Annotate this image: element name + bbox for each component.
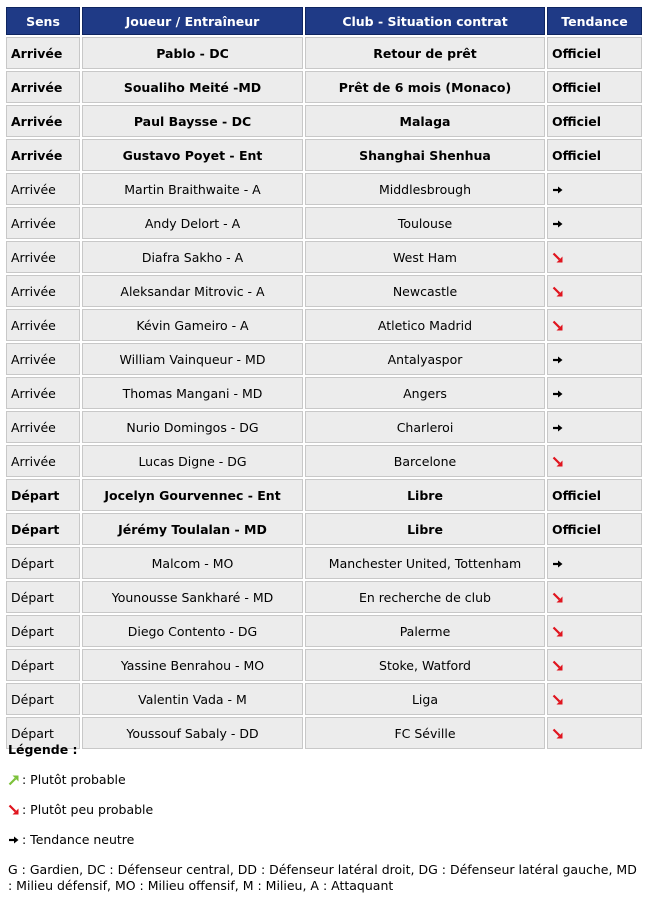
cell-trend: [547, 343, 642, 375]
table-row: [6, 377, 642, 409]
cell-sens: Arrivée: [6, 37, 80, 69]
cell-player: Malcom - MO: [82, 547, 303, 579]
table-row: [6, 445, 642, 477]
cell-trend: [547, 581, 642, 613]
cell-trend: [547, 377, 642, 409]
cell-sens: Départ: [6, 513, 80, 545]
cell-trend: [547, 241, 642, 273]
table-row: [6, 241, 642, 273]
cell-player: Diego Contento - DG: [82, 615, 303, 647]
cell-player: Jérémy Toulalan - MD: [82, 513, 303, 545]
cell-trend: [547, 683, 642, 715]
unlikely-arrow-icon: [552, 694, 564, 706]
cell-club: Palerme: [305, 615, 545, 647]
cell-sens: Départ: [6, 615, 80, 647]
cell-club: FC Séville: [305, 717, 545, 749]
table-row: [6, 717, 642, 749]
cell-player: Martin Braithwaite - A: [82, 173, 303, 205]
cell-sens: Départ: [6, 683, 80, 715]
cell-trend: [547, 615, 642, 647]
cell-sens: Départ: [6, 649, 80, 681]
cell-player: Andy Delort - A: [82, 207, 303, 239]
cell-sens: Arrivée: [6, 139, 80, 171]
cell-club: Libre: [305, 513, 545, 545]
cell-trend: Officiel: [547, 71, 642, 103]
neutral-arrow-icon: [552, 184, 564, 196]
unlikely-arrow-icon: [552, 626, 564, 638]
table-row: [6, 547, 642, 579]
cell-player: Diafra Sakho - A: [82, 241, 303, 273]
cell-sens: Départ: [6, 717, 80, 749]
cell-player: William Vainqueur - MD: [82, 343, 303, 375]
cell-player: Nurio Domingos - DG: [82, 411, 303, 443]
cell-trend: [547, 717, 642, 749]
cell-player: Paul Baysse - DC: [82, 105, 303, 137]
legend-item: [8, 832, 134, 847]
table-row: [6, 581, 642, 613]
neutral-arrow-icon: [552, 388, 564, 400]
cell-club: Charleroi: [305, 411, 545, 443]
header-trend: Tendance: [547, 7, 642, 35]
legend-item: [8, 802, 153, 817]
cell-sens: Arrivée: [6, 71, 80, 103]
header-club: Club - Situation contrat: [305, 7, 545, 35]
cell-club: Manchester United, Tottenham: [305, 547, 545, 579]
neutral-arrow-icon: [552, 218, 564, 230]
cell-trend: Officiel: [547, 513, 642, 545]
cell-player: Soualiho Meité -MD: [82, 71, 303, 103]
cell-club: Liga: [305, 683, 545, 715]
cell-club: Prêt de 6 mois (Monaco): [305, 71, 545, 103]
cell-sens: Départ: [6, 547, 80, 579]
cell-sens: Arrivée: [6, 411, 80, 443]
unlikely-arrow-icon: [552, 728, 564, 740]
cell-club: Shanghai Shenhua: [305, 139, 545, 171]
cell-club: Libre: [305, 479, 545, 511]
unlikely-arrow-icon: [552, 286, 564, 298]
cell-trend: [547, 411, 642, 443]
legend-item: [8, 772, 126, 787]
cell-sens: Départ: [6, 581, 80, 613]
cell-club: Malaga: [305, 105, 545, 137]
cell-trend: Officiel: [547, 139, 642, 171]
likely-arrow-icon: [8, 774, 20, 786]
cell-club: Retour de prêt: [305, 37, 545, 69]
table-row: [6, 105, 642, 137]
neutral-arrow-icon: [552, 422, 564, 434]
cell-sens: Arrivée: [6, 207, 80, 239]
cell-trend: [547, 309, 642, 341]
cell-club: Barcelone: [305, 445, 545, 477]
cell-sens: Arrivée: [6, 105, 80, 137]
table-row: [6, 513, 642, 545]
header-player: Joueur / Entraîneur: [82, 7, 303, 35]
table-row: [6, 71, 642, 103]
cell-club: Antalyaspor: [305, 343, 545, 375]
table-row: [6, 275, 642, 307]
cell-sens: Arrivée: [6, 241, 80, 273]
cell-trend: [547, 445, 642, 477]
legend-label: : Tendance neutre: [22, 832, 135, 847]
table-row: [6, 139, 642, 171]
cell-player: Gustavo Poyet - Ent: [82, 139, 303, 171]
cell-player: Valentin Vada - M: [82, 683, 303, 715]
header-sens: Sens: [6, 7, 80, 35]
neutral-arrow-icon: [552, 354, 564, 366]
table-header-row: [6, 7, 642, 35]
table-row: [6, 309, 642, 341]
cell-club: Angers: [305, 377, 545, 409]
cell-player: Yassine Benrahou - MO: [82, 649, 303, 681]
cell-club: Toulouse: [305, 207, 545, 239]
table-row: [6, 649, 642, 681]
cell-sens: Arrivée: [6, 445, 80, 477]
table-row: [6, 343, 642, 375]
unlikely-arrow-icon: [552, 320, 564, 332]
cell-club: Stoke, Watford: [305, 649, 545, 681]
position-abbreviations: G : Gardien, DC : Défenseur central, DD : Défenseur latéral droit, DG : Défenseur latéral gauche, MD : Milieu défensif, MO : Milieu offensif, M : Milieu, A : Attaquant: [8, 862, 637, 893]
cell-player: Jocelyn Gourvennec - Ent: [82, 479, 303, 511]
cell-club: Newcastle: [305, 275, 545, 307]
transfer-table: [4, 5, 644, 751]
unlikely-arrow-icon: [552, 592, 564, 604]
cell-trend: Officiel: [547, 37, 642, 69]
cell-sens: Départ: [6, 479, 80, 511]
cell-sens: Arrivée: [6, 275, 80, 307]
cell-player: Thomas Mangani - MD: [82, 377, 303, 409]
cell-club: Middlesbrough: [305, 173, 545, 205]
cell-club: Atletico Madrid: [305, 309, 545, 341]
cell-sens: Arrivée: [6, 309, 80, 341]
table-row: [6, 173, 642, 205]
table-row: [6, 207, 642, 239]
cell-sens: Arrivée: [6, 377, 80, 409]
cell-trend: Officiel: [547, 479, 642, 511]
cell-player: Lucas Digne - DG: [82, 445, 303, 477]
neutral-arrow-icon: [552, 558, 564, 570]
cell-sens: Arrivée: [6, 343, 80, 375]
cell-sens: Arrivée: [6, 173, 80, 205]
table-body: [6, 37, 642, 749]
legend-title: Légende :: [8, 742, 78, 757]
unlikely-arrow-icon: [552, 252, 564, 264]
unlikely-arrow-icon: [552, 456, 564, 468]
table-row: [6, 479, 642, 511]
cell-player: Kévin Gameiro - A: [82, 309, 303, 341]
unlikely-arrow-icon: [552, 660, 564, 672]
cell-trend: [547, 275, 642, 307]
cell-trend: [547, 547, 642, 579]
neutral-arrow-icon: [8, 834, 20, 846]
cell-trend: [547, 649, 642, 681]
table-row: [6, 615, 642, 647]
legend-label: : Plutôt peu probable: [22, 802, 154, 817]
legend-label: : Plutôt probable: [22, 772, 126, 787]
unlikely-arrow-icon: [8, 804, 20, 816]
cell-trend: Officiel: [547, 105, 642, 137]
cell-club: West Ham: [305, 241, 545, 273]
cell-trend: [547, 207, 642, 239]
cell-player: Pablo - DC: [82, 37, 303, 69]
cell-player: Aleksandar Mitrovic - A: [82, 275, 303, 307]
cell-club: En recherche de club: [305, 581, 545, 613]
cell-player: Younousse Sankharé - MD: [82, 581, 303, 613]
table-row: [6, 37, 642, 69]
table-row: [6, 683, 642, 715]
cell-trend: [547, 173, 642, 205]
table-row: [6, 411, 642, 443]
cell-player: Youssouf Sabaly - DD: [82, 717, 303, 749]
